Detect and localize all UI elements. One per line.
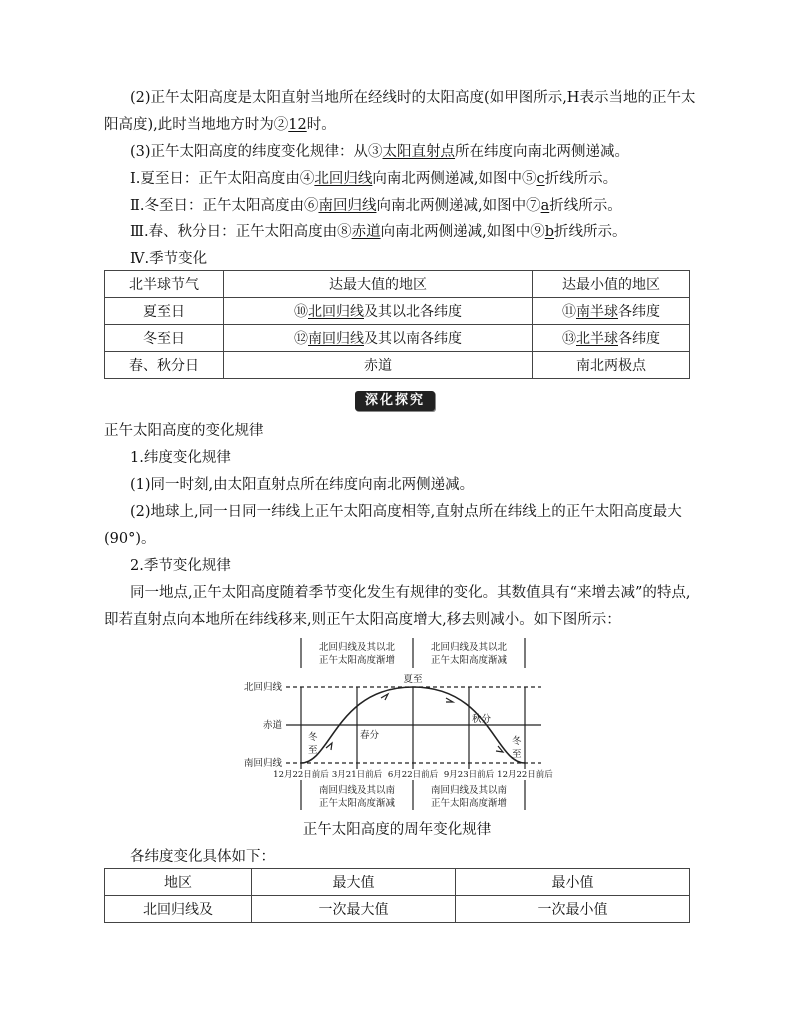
answer-5: c bbox=[536, 171, 545, 187]
table-row bbox=[105, 352, 690, 379]
answer-3: 太阳直射点 bbox=[382, 144, 456, 160]
top-left-label-2: 正午太阳高度渐增 bbox=[318, 655, 396, 666]
table-row bbox=[105, 325, 690, 352]
date-label: 12月22日前后 bbox=[497, 770, 553, 780]
winter-solstice-right-1: 冬 bbox=[512, 736, 522, 747]
table-cell: 冬至日 bbox=[105, 325, 224, 352]
bottom-left-label-2: 正午太阳高度渐减 bbox=[318, 798, 396, 809]
answer-9: b bbox=[544, 224, 554, 240]
table-cell: 赤道 bbox=[224, 352, 533, 379]
figure-caption: 正午太阳高度的周年变化规律 bbox=[302, 822, 492, 838]
spring-equinox-label: 春分 bbox=[360, 730, 380, 741]
season-text-1: 同一地点,正午太阳高度随着季节变化发生有规律的变化。其数值具有“来增去减”的特点, bbox=[130, 585, 691, 601]
table-cell: ⑪南半球各纬度 bbox=[533, 298, 690, 325]
section-title: 正午太阳高度的变化规律 bbox=[104, 423, 264, 439]
bottom-right-label-1: 南回归线及其以南 bbox=[430, 785, 508, 796]
table-cell: 南北两极点 bbox=[533, 352, 690, 379]
table-header: 北半球节气 bbox=[105, 271, 224, 298]
table-header: 达最小值的地区 bbox=[533, 271, 690, 298]
answer-7: a bbox=[540, 198, 550, 214]
table-cell: 一次最大值 bbox=[252, 896, 456, 923]
table-cell: 春、秋分日 bbox=[105, 352, 224, 379]
table-cell: ⑬北半球各纬度 bbox=[533, 325, 690, 352]
latitude-point-2-cont: (90°)。 bbox=[104, 531, 156, 547]
table-header: 最小值 bbox=[456, 869, 690, 896]
rule-equinox: Ⅲ.春、秋分日：正午太阳高度由⑧赤道向南北两侧递减,如图中⑨b折线所示。 bbox=[130, 224, 627, 240]
paragraph-2b: 阳高度),此时当地地方时为②12时。 bbox=[104, 117, 336, 133]
tropic-cancer-label: 北回归线 bbox=[243, 682, 282, 693]
subsection-latitude: 1.纬度变化规律 bbox=[130, 450, 231, 466]
table-cell: ⑫南回归线及其以南各纬度 bbox=[224, 325, 533, 352]
latitude-point-1: (1)同一时刻,由太阳直射点所在纬度向南北两侧递减。 bbox=[130, 477, 475, 493]
table-header: 最大值 bbox=[252, 869, 456, 896]
table-row bbox=[105, 896, 690, 923]
top-right-label-2: 正午太阳高度渐减 bbox=[430, 655, 508, 666]
table-header: 达最大值的地区 bbox=[224, 271, 533, 298]
winter-solstice-left-2: 至 bbox=[308, 745, 318, 756]
bottom-left-label-1: 南回归线及其以南 bbox=[318, 785, 396, 796]
table-row bbox=[105, 869, 690, 896]
tropic-capricorn-label: 南回归线 bbox=[243, 758, 282, 769]
answer-8: 赤道 bbox=[351, 224, 381, 240]
table-row bbox=[105, 298, 690, 325]
table-cell: 北回归线及 bbox=[105, 896, 252, 923]
rule-summer: Ⅰ.夏至日：正午太阳高度由④北回归线向南北两侧递减,如图中⑤c折线所示。 bbox=[130, 171, 618, 187]
answer-2: 12 bbox=[288, 117, 307, 133]
summer-solstice-label: 夏至 bbox=[403, 674, 423, 685]
table-header: 地区 bbox=[105, 869, 252, 896]
deep-explore-badge: 深化探究 bbox=[355, 391, 435, 411]
table-row bbox=[105, 271, 690, 298]
winter-solstice-left-1: 冬 bbox=[308, 732, 318, 743]
rule-season-heading: Ⅳ.季节变化 bbox=[130, 251, 208, 267]
date-label: 3月21日前后 bbox=[331, 770, 383, 780]
answer-6: 南回归线 bbox=[318, 198, 377, 214]
autumn-equinox-label: 秋分 bbox=[472, 714, 492, 725]
season-text-2: 即若直射点向本地所在纬线移来,则正午太阳高度增大,移去则减小。如下图所示： bbox=[104, 612, 621, 628]
top-left-label-1: 北回归线及其以北 bbox=[318, 642, 396, 653]
subsection-season: 2.季节变化规律 bbox=[130, 558, 231, 574]
table-cell: 一次最小值 bbox=[456, 896, 690, 923]
answer-4: 北回归线 bbox=[314, 171, 373, 187]
annual-change-diagram bbox=[236, 636, 566, 816]
date-label: 9月23日前后 bbox=[443, 770, 495, 780]
equator-label: 赤道 bbox=[262, 720, 282, 731]
winter-solstice-right-2: 至 bbox=[512, 749, 522, 760]
detail-intro: 各纬度变化具体如下： bbox=[130, 849, 275, 865]
top-right-label-1: 北回归线及其以北 bbox=[430, 642, 508, 653]
bottom-right-label-2: 正午太阳高度渐增 bbox=[430, 798, 508, 809]
latitude-table bbox=[104, 868, 690, 923]
paragraph-3: (3)正午太阳高度的纬度变化规律：从③太阳直射点所在纬度向南北两侧递减。 bbox=[130, 144, 630, 160]
date-label: 12月22日前后 bbox=[273, 770, 329, 780]
paragraph-2a: (2)正午太阳高度是太阳直射当地所在经线时的太阳高度(如甲图所示,H表示当地的正午太 bbox=[130, 90, 696, 106]
table-cell: ⑩北回归线及其以北各纬度 bbox=[224, 298, 533, 325]
season-table bbox=[104, 270, 690, 379]
table-cell: 夏至日 bbox=[105, 298, 224, 325]
latitude-point-2: (2)地球上,同一日同一纬线上正午太阳高度相等,直射点所在纬线上的正午太阳高度最大 bbox=[130, 504, 682, 520]
rule-winter: Ⅱ.冬至日：正午太阳高度由⑥南回归线向南北两侧递减,如图中⑦a折线所示。 bbox=[130, 198, 622, 214]
date-label: 6月22日前后 bbox=[387, 770, 439, 780]
